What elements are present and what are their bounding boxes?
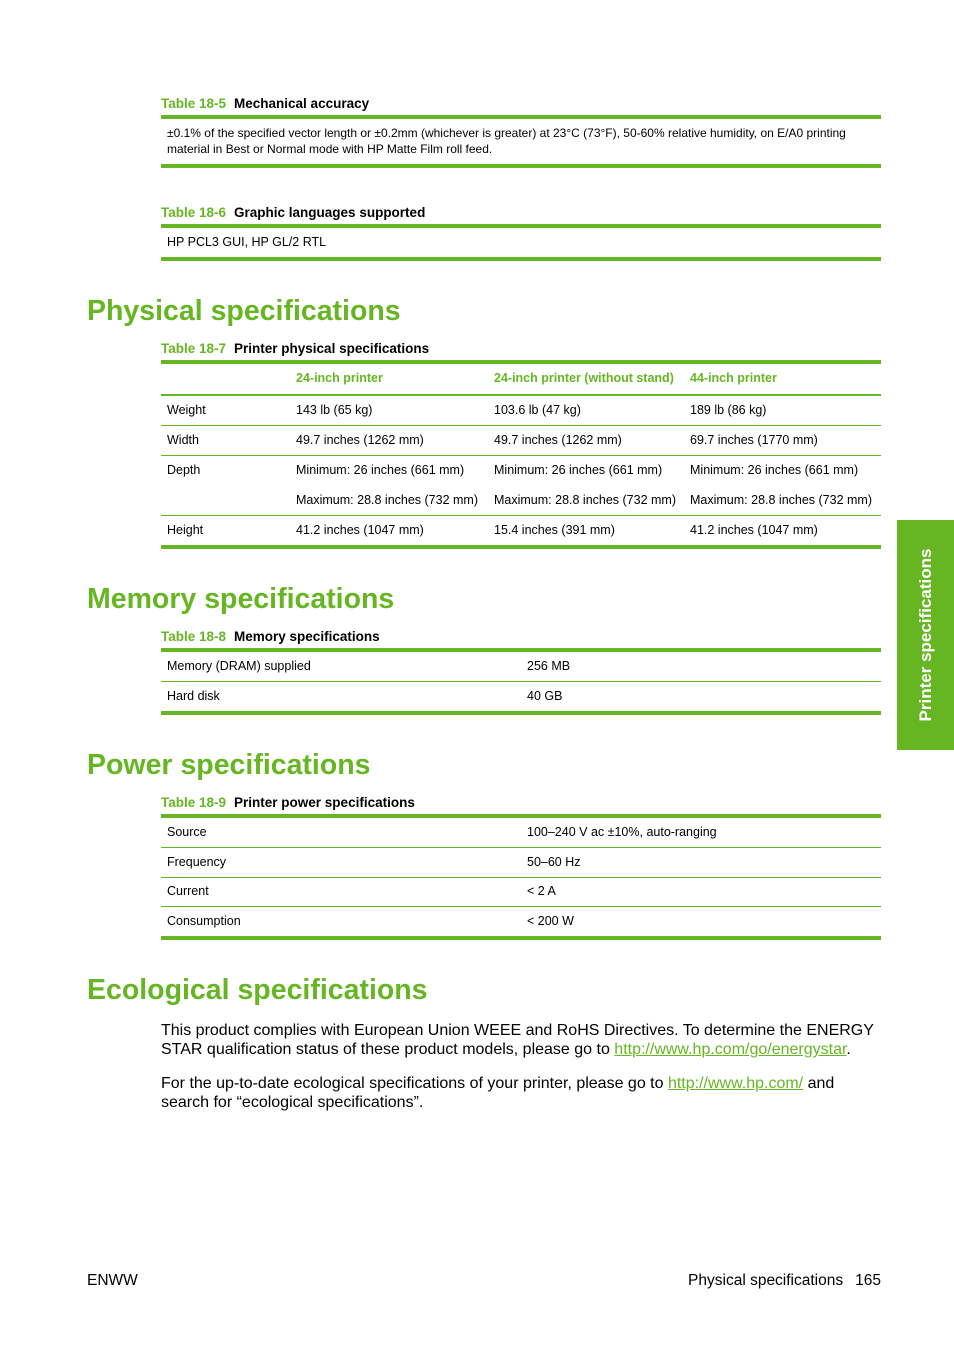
row-label: Width — [167, 433, 199, 447]
paragraph-text: For the up-to-date ecological specifications of your printer, please go to — [161, 1075, 668, 1092]
table-cell: 103.6 lb (47 kg) — [494, 403, 581, 417]
table-cell: 15.4 inches (391 mm) — [494, 523, 615, 537]
table-title: Memory specifications — [234, 629, 380, 644]
footer-section: Physical specifications — [688, 1272, 844, 1289]
row-divider — [161, 515, 881, 516]
table-caption — [161, 96, 369, 111]
row-divider — [161, 847, 881, 848]
table-cell: 189 lb (86 kg) — [690, 403, 767, 417]
row-label: Consumption — [167, 914, 241, 928]
table-text: HP PCL3 GUI, HP GL/2 RTL — [167, 235, 327, 249]
energystar-link[interactable]: http://www.hp.com/go/energystar — [614, 1041, 847, 1058]
table-cell: 69.7 inches (1770 mm) — [690, 433, 818, 447]
chapter-tab-label: Printer specifications — [915, 548, 935, 722]
row-label: Hard disk — [167, 689, 220, 703]
table-cell: Minimum: 26 inches (661 mm) — [296, 463, 465, 477]
table-top-rule — [161, 224, 881, 228]
row-label: Frequency — [167, 855, 227, 869]
table-title: Printer power specifications — [234, 795, 415, 810]
table-cell: Maximum: 28.8 inches (732 mm) — [296, 493, 479, 507]
column-header: 24-inch printer — [296, 371, 383, 385]
header-rule — [161, 394, 881, 396]
table-cell: 256 MB — [527, 659, 571, 673]
row-divider — [161, 455, 881, 456]
chapter-tab — [897, 520, 954, 750]
row-divider — [161, 425, 881, 426]
table-text: material in Best or Normal mode with HP Matte Film roll feed. — [167, 142, 493, 156]
section-heading: Physical specifications — [87, 295, 401, 327]
table-cell: 100–240 V ac ±10%, auto-ranging — [527, 825, 717, 839]
section-heading: Memory specifications — [87, 583, 395, 615]
table-cell: 50–60 Hz — [527, 855, 581, 869]
table-top-rule — [161, 648, 881, 652]
table-number: Table 18-6 — [161, 205, 227, 220]
table-title: Printer physical specifications — [234, 341, 430, 356]
paragraph-text: This product complies with European Union WEEE and RoHS Directives. To determine the ENERGY STAR qualification status of these product models, please go to — [161, 1022, 874, 1058]
paragraph-text: and search for “ecological specifications”. — [161, 1075, 835, 1111]
table-top-rule — [161, 360, 881, 364]
table-number: Table 18-7 — [161, 341, 227, 356]
table-number: Table 18-9 — [161, 795, 227, 810]
paragraph — [161, 1074, 885, 1112]
table-cell: Maximum: 28.8 inches (732 mm) — [494, 493, 677, 507]
table-cell: 143 lb (65 kg) — [296, 403, 373, 417]
paragraph — [161, 1021, 885, 1059]
table-bottom-rule — [161, 545, 881, 549]
row-divider — [161, 681, 881, 682]
table-bottom-rule — [161, 711, 881, 715]
row-label: Height — [167, 523, 204, 537]
table-caption — [161, 341, 429, 356]
page-number: 165 — [855, 1272, 881, 1289]
table-cell: < 200 W — [527, 914, 574, 928]
table-text: ±0.1% of the specified vector length or ±0.2mm (whichever is greater) at 23°C (73°F), 50-60% relative humidity, on E/A0 printing — [167, 126, 846, 140]
footer-left: ENWW — [87, 1272, 138, 1289]
table-number: Table 18-5 — [161, 96, 227, 111]
row-label: Source — [167, 825, 207, 839]
row-divider — [161, 877, 881, 878]
table-caption — [161, 205, 425, 220]
column-header: 24-inch printer (without stand) — [494, 371, 674, 385]
row-divider — [161, 906, 881, 907]
row-label: Depth — [167, 463, 201, 477]
table-bottom-rule — [161, 164, 881, 168]
table-cell: 41.2 inches (1047 mm) — [690, 523, 818, 537]
table-bottom-rule — [161, 257, 881, 261]
table-bottom-rule — [161, 936, 881, 940]
table-caption — [161, 795, 415, 810]
table-cell: Minimum: 26 inches (661 mm) — [690, 463, 859, 477]
table-title: Mechanical accuracy — [234, 96, 370, 111]
table-caption — [161, 629, 380, 644]
table-cell: Minimum: 26 inches (661 mm) — [494, 463, 663, 477]
table-cell: Maximum: 28.8 inches (732 mm) — [690, 493, 873, 507]
table-cell: 49.7 inches (1262 mm) — [494, 433, 622, 447]
table-top-rule — [161, 814, 881, 818]
section-heading: Ecological specifications — [87, 974, 428, 1006]
table-cell: 40 GB — [527, 689, 563, 703]
table-cell: 41.2 inches (1047 mm) — [296, 523, 424, 537]
row-label: Weight — [167, 403, 206, 417]
footer-right — [688, 1272, 881, 1290]
row-label: Memory (DRAM) supplied — [167, 659, 311, 673]
table-cell: 49.7 inches (1262 mm) — [296, 433, 424, 447]
hp-link[interactable]: http://www.hp.com/ — [667, 1075, 804, 1092]
section-heading: Power specifications — [87, 749, 371, 781]
column-header: 44-inch printer — [690, 371, 777, 385]
table-cell: < 2 A — [527, 884, 556, 898]
table-title: Graphic languages supported — [234, 205, 426, 220]
paragraph-text: . — [846, 1041, 851, 1058]
table-number: Table 18-8 — [161, 629, 227, 644]
row-label: Current — [167, 884, 209, 898]
table-top-rule — [161, 115, 881, 119]
